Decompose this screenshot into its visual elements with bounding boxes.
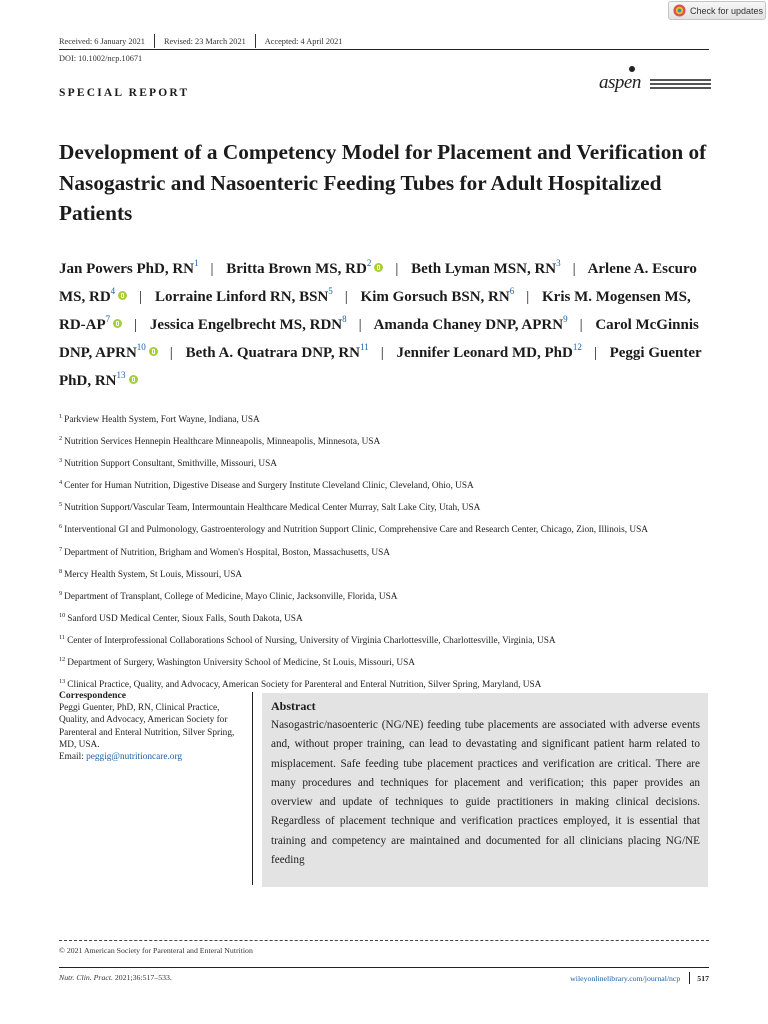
author-affiliation-sup[interactable]: 13 <box>116 370 126 380</box>
affiliation-item <box>59 587 699 604</box>
affiliation-text: Nutrition Support Consultant, Smithville, Missouri, USA <box>64 459 277 470</box>
author <box>154 286 333 305</box>
author-name: Carol McGinnis DNP, APRN <box>59 317 699 361</box>
revised-date: Revised: 23 March 2021 <box>163 36 246 46</box>
page-number: 517 <box>697 973 709 983</box>
author-separator: | <box>579 317 583 333</box>
affiliation-number: 1 <box>59 413 63 420</box>
article-title: Development of a Competency Model for Placement and Verification of Nasogastric and Nasoenteric Feeding Tubes for Adult Hospitalized Patients <box>59 140 707 225</box>
author-affiliation-sup[interactable]: 11 <box>360 342 369 352</box>
affiliation-number: 5 <box>59 501 63 509</box>
author <box>373 314 568 333</box>
affiliation-text: Clinical Practice, Quality, and Advocacy, American Society for Parenteral and Enteral Nutrition, Silver Spring, Maryland, USA <box>67 680 542 691</box>
author-affiliation-sup[interactable]: 8 <box>342 314 347 324</box>
article-type: SPECIAL REPORT <box>59 87 190 99</box>
affiliation-text: Nutrition Support/Vascular Team, Intermountain Healthcare Medical Center Murray, Salt Lake City, Utah, USA <box>64 503 481 514</box>
orcid-icon[interactable] <box>118 291 127 300</box>
journal-volume: 2021;36:517–533. <box>112 973 172 982</box>
affiliation-number: 7 <box>59 545 63 553</box>
author-list <box>59 253 719 393</box>
footer-right <box>570 972 709 984</box>
affiliation-number: 10 <box>59 611 66 619</box>
author-name: Beth A. Quatrara DNP, RN <box>185 345 361 361</box>
affiliation-text: Center of Interprofessional Collaborations School of Nursing, University of Virginia Charlottesville, Charlottesville, Virginia, USA <box>67 636 556 647</box>
crossmark-icon <box>673 4 686 17</box>
author-affiliation-sup[interactable]: 6 <box>509 286 515 296</box>
author-name: Britta Brown MS, RD <box>226 261 367 277</box>
affiliation-number: 12 <box>59 656 66 664</box>
journal-name: Nutr. Clin. Pract. <box>59 973 113 982</box>
affiliation-text: Parkview Health System, Fort Wayne, Indiana, USA <box>64 415 260 426</box>
author-separator: | <box>395 261 399 277</box>
affiliation-number: 4 <box>59 479 63 487</box>
author <box>396 342 582 361</box>
author-separator: | <box>134 317 138 333</box>
affiliation-item <box>59 476 699 493</box>
affiliation-text: Department of Nutrition, Brigham and Women's Hospital, Boston, Massachusetts, USA <box>64 547 391 558</box>
received-date: Received: 6 January 2021 <box>59 36 145 46</box>
author <box>149 314 347 333</box>
doi: DOI: 10.1002/ncp.10671 <box>59 54 143 63</box>
affiliation-item <box>59 454 699 471</box>
author-affiliation-sup[interactable]: 2 <box>366 258 372 268</box>
affiliation-list <box>59 410 699 697</box>
aspen-logo <box>599 66 711 96</box>
author <box>59 258 199 277</box>
author-name: Amanda Chaney DNP, APRN <box>373 317 564 333</box>
author-name: Jennifer Leonard MD, PhD <box>396 345 573 361</box>
author-name: Kris M. Mogensen MS, RD-AP <box>59 289 691 333</box>
author-separator: | <box>572 261 576 277</box>
affiliation-number: 2 <box>59 435 63 443</box>
orcid-icon[interactable] <box>149 347 158 356</box>
affiliation-number: 13 <box>59 678 66 686</box>
affiliation-item <box>59 565 699 582</box>
footer-divider <box>689 972 690 984</box>
author-separator: | <box>526 289 530 305</box>
author-affiliation-sup[interactable]: 5 <box>328 286 333 296</box>
affiliation-number: 8 <box>59 567 63 575</box>
affiliation-item <box>59 653 699 670</box>
author-name: Kim Gorsuch BSN, RN <box>360 289 510 305</box>
journal-citation <box>59 973 172 982</box>
affiliation-item <box>59 498 699 515</box>
author-separator: | <box>210 261 214 277</box>
abstract-text: Nasogastric/nasoenteric (NG/NE) feeding tube placements are associated with adverse events and, without proper training, can lead to devastating and significant patient harm related to misplacement. Safe feeding tube placement practices and verification are critical. There are many procedures and techniques for placement and verification; this paper provides an overview and update of techniques to guide practitioners in making clinical decisions. Regardless of placement technique and verification practices employed, it is essential that training and competency are maintained and documented for all clinicians placing NG/NE feeding <box>271 719 700 867</box>
author-separator: | <box>139 289 143 305</box>
affiliation-item <box>59 631 699 648</box>
orcid-icon[interactable] <box>113 319 122 328</box>
correspondence-heading: Correspondence <box>59 690 126 701</box>
accepted-date: Accepted: 4 April 2021 <box>264 36 343 46</box>
author-name: Lorraine Linford RN, BSN <box>154 289 329 305</box>
affiliation-text: Department of Transplant, College of Medicine, Mayo Clinic, Jacksonville, Florida, USA <box>64 591 398 602</box>
affiliation-number: 3 <box>59 457 63 465</box>
affiliation-number: 6 <box>59 523 63 531</box>
copyright: © 2021 American Society for Parenteral and Enteral Nutrition <box>59 946 253 955</box>
affiliation-text: Mercy Health System, St Louis, Missouri, USA <box>64 569 243 580</box>
correspondence-body: Peggi Guenter, PhD, RN, Clinical Practice, Quality, and Advocacy, American Society for Parenteral and Enteral Nutrition, Silver Spring, MD, USA. <box>59 703 235 750</box>
author-separator: | <box>344 289 348 305</box>
author <box>360 286 515 305</box>
affiliation-item <box>59 543 699 560</box>
author-separator: | <box>358 317 362 333</box>
affiliation-text: Center for Human Nutrition, Digestive Disease and Surgery Institute Cleveland Clinic, Cleveland, Ohio, USA <box>64 481 474 492</box>
author-name: Beth Lyman MSN, RN <box>411 261 557 277</box>
author-name: Peggi Guenter PhD, RN <box>59 345 702 389</box>
author-affiliation-sup[interactable]: 3 <box>556 258 561 268</box>
correspondence-email-line <box>59 751 244 763</box>
author-affiliation-sup[interactable]: 9 <box>563 314 568 324</box>
author-affiliation-sup[interactable]: 1 <box>194 258 199 268</box>
email-label: Email: <box>59 752 87 763</box>
author <box>411 258 561 277</box>
affiliation-text: Nutrition Services Hennepin Healthcare Minneapolis, Minneapolis, Minnesota, USA <box>64 437 381 448</box>
author-name: Arlene A. Escuro MS, RD <box>59 261 697 305</box>
author-affiliation-sup[interactable]: 10 <box>136 342 146 352</box>
header-rule <box>59 49 709 50</box>
check-for-updates-label: Check for updates <box>690 5 764 16</box>
date-divider <box>255 34 256 48</box>
correspondence <box>59 690 244 763</box>
email-link[interactable]: peggig@nutritioncare.org <box>86 752 183 763</box>
journal-url-link[interactable]: wileyonlinelibrary.com/journal/ncp <box>570 973 681 983</box>
abstract-heading: Abstract <box>271 699 316 713</box>
affiliation-item <box>59 410 699 427</box>
correspondence-divider <box>252 692 253 885</box>
affiliation-item <box>59 520 699 537</box>
affiliation-number: 11 <box>59 633 66 641</box>
author-separator: | <box>380 345 384 361</box>
affiliation-text: Department of Surgery, Washington University School of Medicine, St Louis, Missouri, USA <box>67 658 415 669</box>
affiliation-item <box>59 432 699 449</box>
orcid-icon[interactable] <box>129 375 138 384</box>
footer-dashed-rule <box>59 940 709 941</box>
author <box>226 258 383 277</box>
date-divider <box>154 34 155 48</box>
author <box>185 342 369 361</box>
logo-wordmark: aspen <box>599 72 641 93</box>
author-separator: | <box>593 345 597 361</box>
affiliation-text: Sanford USD Medical Center, Sioux Falls, South Dakota, USA <box>67 613 303 624</box>
author-name: Jan Powers PhD, RN <box>59 261 194 277</box>
logo-tagline-lines <box>650 79 711 91</box>
author-affiliation-sup[interactable]: 12 <box>572 342 582 352</box>
article-dates <box>59 34 342 48</box>
affiliation-item <box>59 609 699 626</box>
author-affiliation-sup[interactable]: 7 <box>105 314 111 324</box>
check-for-updates-button[interactable] <box>668 1 766 20</box>
footer-rule <box>59 967 709 968</box>
abstract-box <box>262 693 708 887</box>
author-affiliation-sup[interactable]: 4 <box>110 286 116 296</box>
author-name: Jessica Engelbrecht MS, RDN <box>149 317 343 333</box>
orcid-icon[interactable] <box>374 263 383 272</box>
affiliation-text: Interventional GI and Pulmonology, Gastroenterology and Nutrition Support Clinic, Comprehensive Care and Research Center, Chicago, Zion, Illinois, USA <box>64 525 648 536</box>
author-separator: | <box>169 345 173 361</box>
affiliation-number: 9 <box>59 589 63 597</box>
